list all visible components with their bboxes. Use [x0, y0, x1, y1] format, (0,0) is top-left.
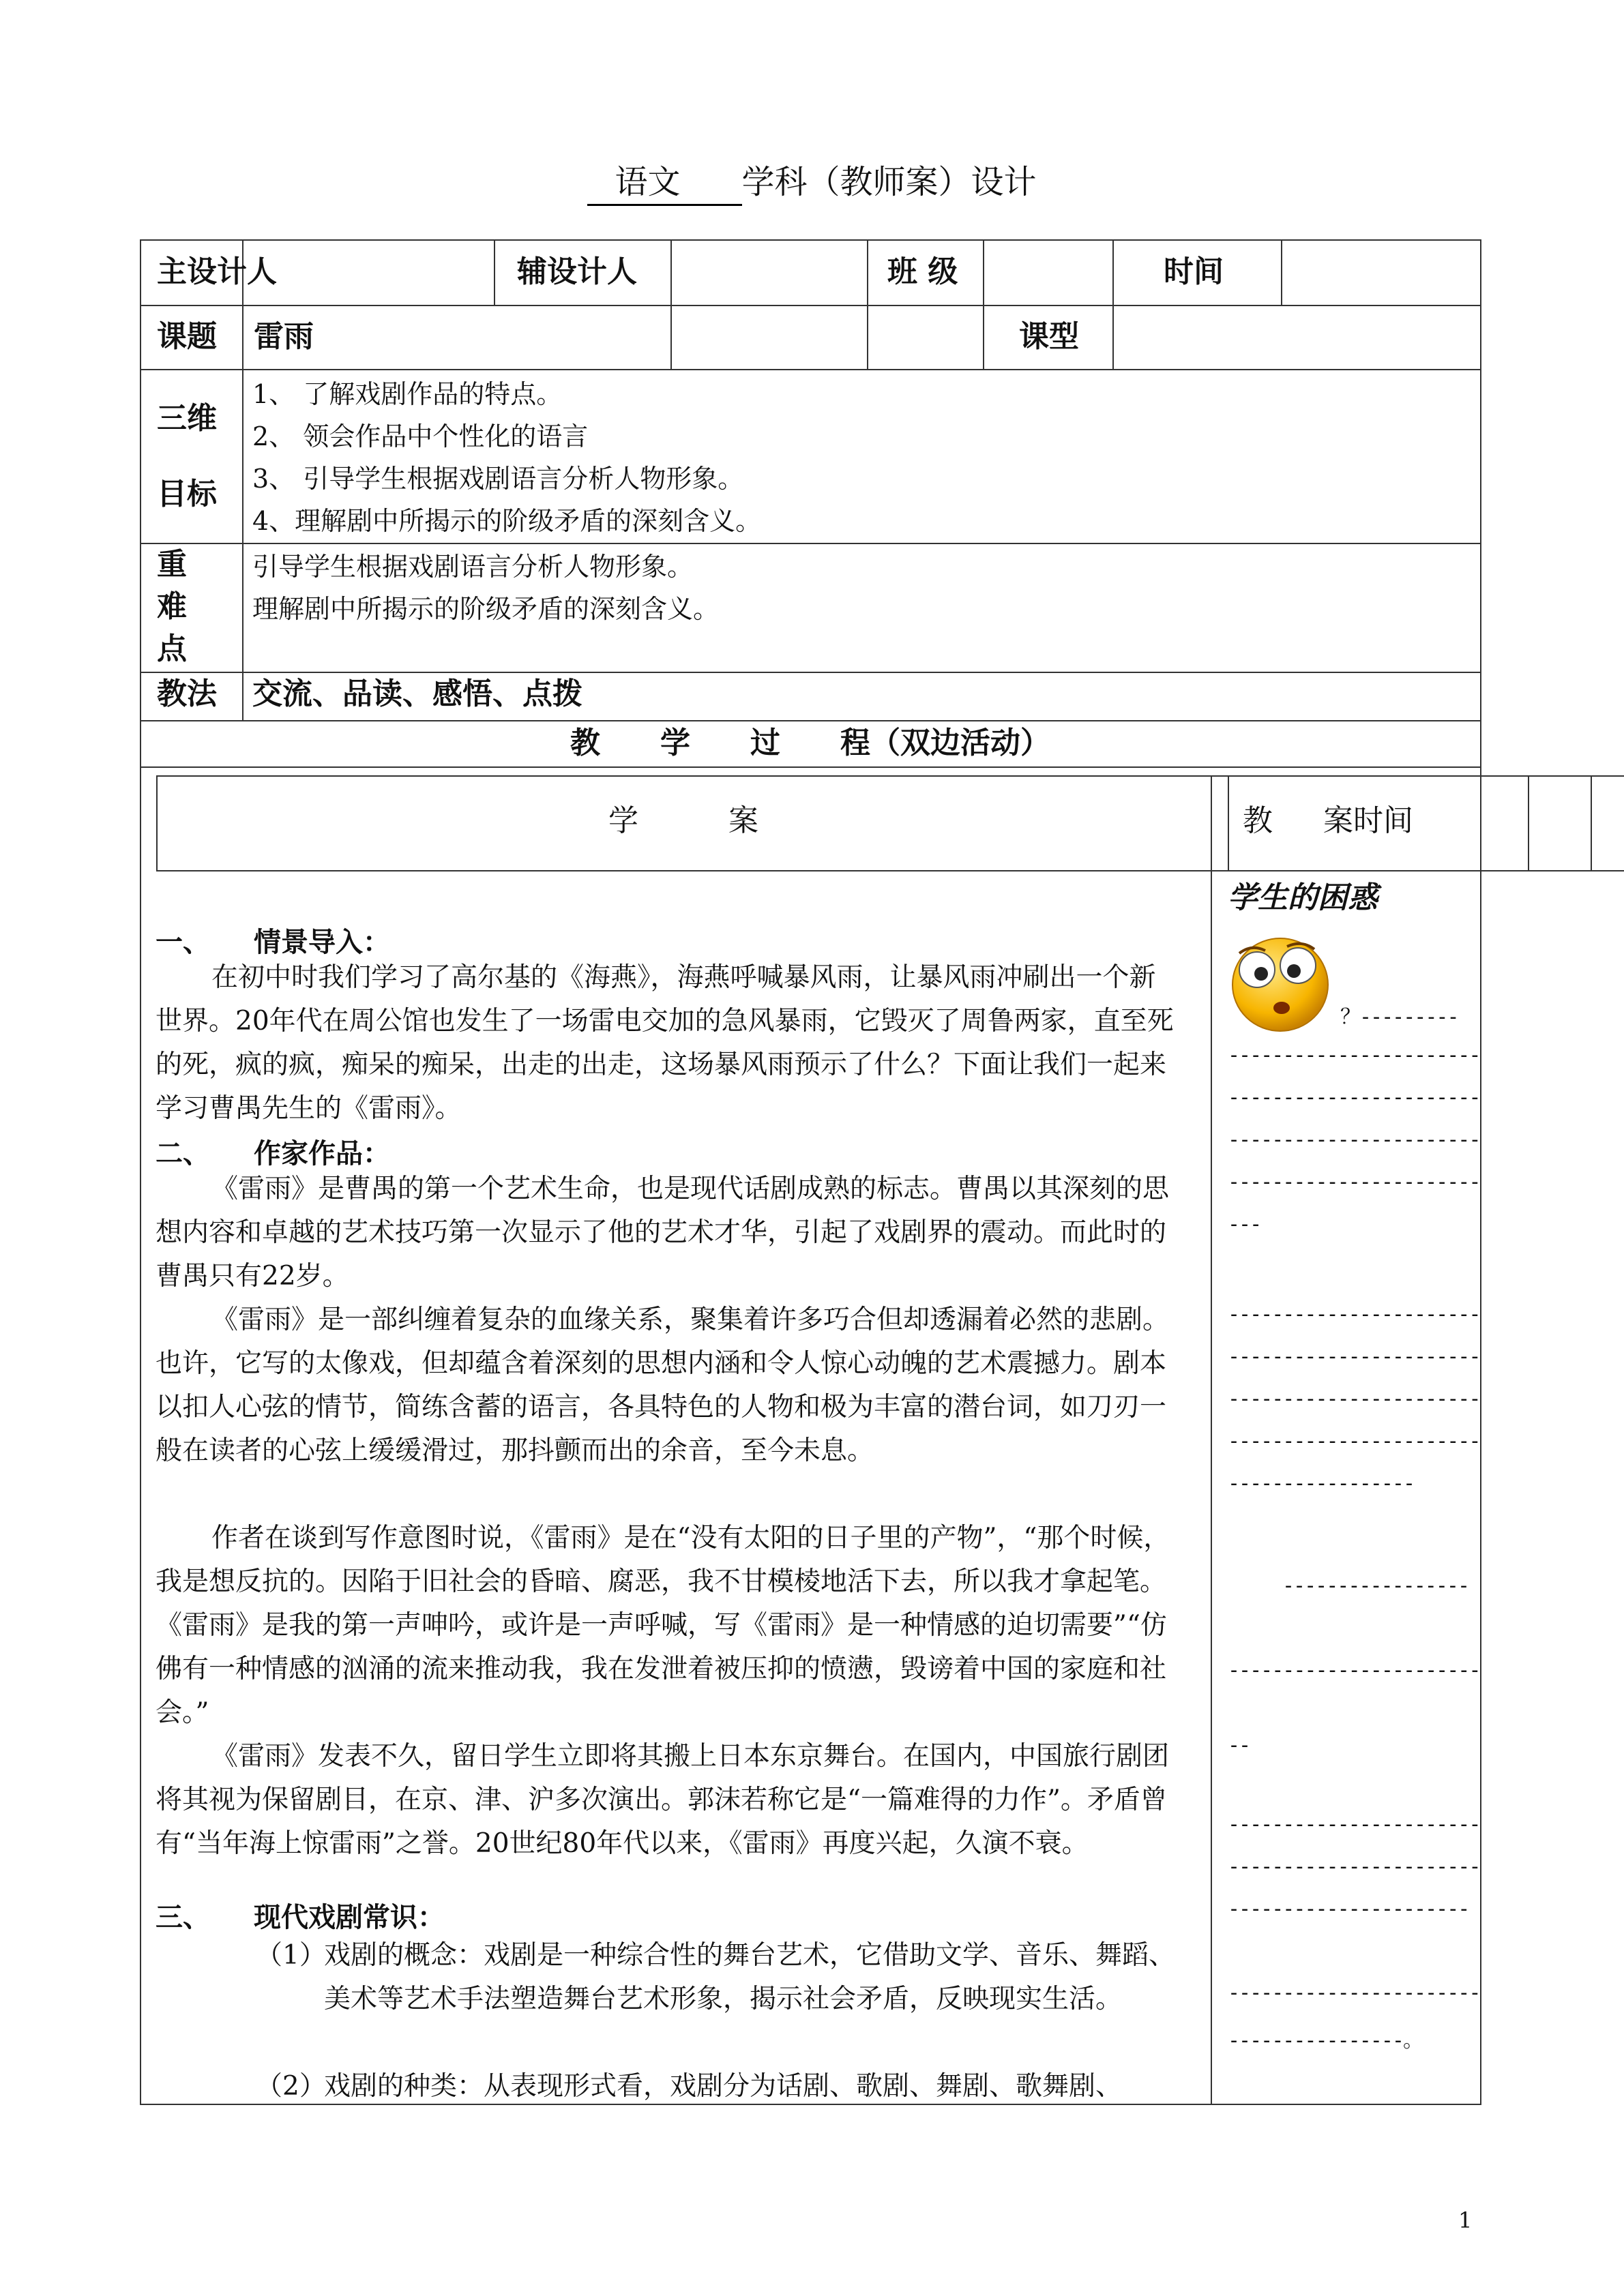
dash-line: --	[1228, 1733, 1250, 1757]
section-2-paragraph: 《雷雨》发表不久，留日学生立即将其搬上日本东京舞台。在国内，中国旅行剧团将其视为保留剧目，在京、津、沪多次演出。郭沫若称它是“一篇难得的力作”。矛盾曾有“当年海上惊雷雨”之誉。20世纪80年代以来，《雷雨》再度兴起，久演不衰。	[156, 1741, 1170, 1859]
assist-designer-label: 辅设计人	[517, 254, 637, 289]
dash-line: -----------------------	[1228, 1128, 1480, 1152]
list-item: 戏剧的种类：从表现形式看，戏剧分为话剧、歌剧、舞剧、歌舞剧、	[324, 2071, 1123, 2102]
title-rest: 学科（教师案）设计	[741, 163, 1037, 201]
teacher-plan-header-2: 案时间	[1323, 803, 1413, 838]
dash-line: -----------------------	[1228, 1429, 1480, 1453]
page-title	[0, 155, 1624, 206]
difficulty-label-line3: 点	[157, 631, 187, 666]
dash-line: -----------------------	[1228, 1813, 1480, 1836]
subtable-rule	[156, 775, 1624, 777]
difficulty-list	[252, 546, 1466, 630]
table-rule	[140, 305, 1481, 306]
main-designer-label: 主设计人	[157, 254, 277, 289]
dash-line: -----------------------	[1228, 1302, 1480, 1326]
dash-line: -----------------------	[1228, 1658, 1480, 1682]
table-col-rule	[983, 239, 984, 369]
dash-line: ----------------------	[1228, 1897, 1469, 1921]
confused-emoji-icon	[1224, 927, 1340, 1037]
difficulty-label-line2: 难	[157, 589, 187, 624]
table-col-rule	[1112, 239, 1114, 369]
subject-name: 语文	[587, 155, 741, 206]
dash-line: -----------------	[1282, 1574, 1469, 1598]
time-label: 时间	[1164, 254, 1224, 289]
subtable-rule	[156, 870, 1624, 871]
table-col-rule	[867, 239, 868, 369]
dash-line: -----------------------	[1228, 1345, 1480, 1369]
difficulty-label-line1: 重	[157, 547, 187, 582]
dash-line: -----------------	[1228, 1472, 1415, 1495]
subtable-col-rule	[1228, 775, 1229, 871]
table-rule	[140, 672, 1481, 673]
goal-item: 1、 了解戏剧作品的特点。	[252, 379, 563, 409]
method-label: 教法	[157, 676, 217, 711]
dash-line: ---	[1228, 1212, 1261, 1236]
section-2-paragraph: 作者在谈到写作意图时说，《雷雨》是在“没有太阳的日子里的产物”，“那个时候，我是想反抗的。因陷于旧社会的昏暗、腐恶，我不甘模棱地活下去，所以我才拿起笔。《雷雨》是我的第一声呻吟，或许是一声呼喊，写《雷雨》是一种情感的迫切需要”“仿佛有一种情感的汹涌的流来推动我，我在发泄着被压抑的愤懑，毁谤着中国的家庭和社会。”	[156, 1523, 1170, 1728]
table-col-rule	[494, 239, 495, 305]
table-col-rule	[670, 239, 672, 369]
side-title: 学生的困惑	[1228, 880, 1378, 915]
topic-value: 雷雨	[254, 319, 314, 354]
difficulty-item: 理解剧中所揭示的阶级矛盾的深刻含义。	[252, 594, 720, 624]
method-value: 交流、品读、感悟、点拨	[252, 676, 582, 711]
table-rule	[140, 766, 1481, 768]
table-border-top	[140, 239, 1481, 241]
section-2-paragraph: 《雷雨》是曹禺的第一个艺术生命，也是现代话剧成熟的标志。曹禺以其深刻的思想内容和卓越的艺术技巧第一次显示了他的艺术才华，引起了戏剧界的震动。而此时的曹禺只有22岁。	[156, 1174, 1170, 1292]
dash-line: ----------------。	[1228, 2029, 1422, 2053]
side-column-rule	[1211, 775, 1212, 2105]
subtable-col-rule	[1528, 775, 1529, 871]
list-item: 戏剧的概念：戏剧是一种综合性的舞台艺术，它借助文学、音乐、舞蹈、美术等艺术手法塑造舞台艺术形象，揭示社会矛盾，反映现实生活。	[324, 1940, 1176, 2014]
lesson-type-label: 课型	[1019, 319, 1079, 354]
list-item-number: （2）	[256, 2071, 326, 2102]
table-col-rule	[1281, 239, 1282, 305]
table-rule	[140, 720, 1481, 721]
goals-list	[252, 373, 1466, 542]
process-header: 教 学 过 程（双边活动）	[570, 726, 1050, 760]
section-3-title: 现代戏剧常识：	[254, 1902, 445, 1933]
dash-line: -----------------------	[1228, 1981, 1480, 2005]
section-2-title: 作家作品：	[254, 1138, 390, 1169]
student-plan-header: 学 案	[608, 803, 758, 838]
teacher-plan-header-1: 教	[1243, 803, 1273, 838]
section-1-text: 在初中时我们学习了高尔基的《海燕》，海燕呼喊暴风雨，让暴风雨冲刷出一个新世界。20年代在周公馆也发生了一场雷电交加的急风暴雨，它毁灭了周鲁两家，直至死的死，疯的疯，痴呆的痴呆，出走的出走，这场暴风雨预示了什么？下面让我们一起来学习曹禺先生的《雷雨》。	[156, 962, 1174, 1124]
section-3-number: 三、	[156, 1902, 210, 1933]
goal-item: 3、 引导学生根据戏剧语言分析人物形象。	[252, 464, 744, 494]
class-label: 班 级	[887, 254, 958, 289]
dash-line: -----------------------	[1228, 1086, 1480, 1109]
dash-line: -----------------------	[1228, 1855, 1480, 1879]
list-item-number: （1）	[256, 1940, 326, 1971]
table-rule	[140, 369, 1481, 370]
goal-item: 2、 领会作品中个性化的语言	[252, 421, 589, 451]
subtable-col-rule	[1591, 775, 1592, 871]
dash-line: -----------------------	[1228, 1170, 1480, 1194]
section-2-paragraph: 《雷雨》是一部纠缠着复杂的血缘关系，聚集着许多巧合但却透漏着必然的悲剧。也许，它写的太像戏，但却蕴含着深刻的思想内涵和令人惊心动魄的艺术震撼力。剧本以扣人心弦的情节，简练含蓄的语言，各具特色的人物和极为丰富的潜台词，如刀刃一般在读者的心弦上缓缓滑过，那抖颤而出的余音，至今未息。	[156, 1304, 1170, 1466]
section-2-number: 二、	[156, 1138, 210, 1169]
page-number: 1	[1458, 2207, 1473, 2233]
section-1-number: 一、	[156, 927, 210, 958]
dash-line: -----------------------	[1228, 1387, 1480, 1411]
dash-line: -----------------------	[1228, 1043, 1480, 1067]
difficulty-item: 引导学生根据戏剧语言分析人物形象。	[252, 552, 694, 582]
table-border-left	[140, 239, 141, 2105]
goals-label-line1: 三维	[157, 401, 217, 436]
table-border-right	[1480, 239, 1481, 2105]
topic-label: 课题	[157, 319, 217, 354]
dash-line: ？---------	[1340, 1005, 1458, 1029]
goal-item: 4、理解剧中所揭示的阶级矛盾的深刻含义。	[252, 506, 762, 536]
table-rule	[140, 543, 1481, 544]
table-col-rule	[242, 239, 243, 720]
section-1-title: 情景导入：	[254, 927, 390, 958]
goals-label-line2: 目标	[157, 477, 217, 511]
